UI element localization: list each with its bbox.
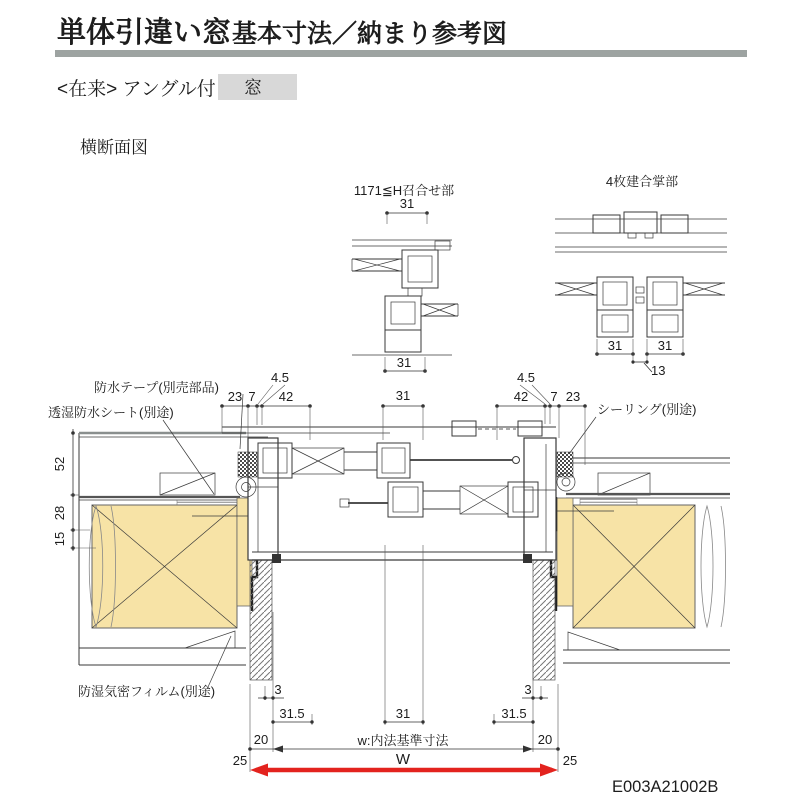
dim-bottom-center-31: 31 [395, 706, 411, 721]
dim-top-left-42: 42 [278, 389, 294, 404]
callout-breathable-sheet: 透湿防水シート(別途) [48, 405, 174, 420]
callout-waterproof-tape: 防水テープ(別売部品) [94, 380, 220, 395]
series-label: <在来> アングル付 [57, 79, 216, 100]
drawing-code: E003A21002B [612, 778, 719, 796]
dim-top-left-23: 23 [227, 389, 243, 404]
header-rule [55, 50, 747, 57]
callout-sealing: シーリング(別途) [597, 402, 697, 417]
dim-top-right-45: 4.5 [516, 370, 536, 385]
dim-top-right-23: 23 [565, 389, 581, 404]
dim-gassho-left: 31 [607, 338, 623, 353]
wood-casing-right [557, 498, 573, 606]
dim-w-label: W [395, 751, 411, 768]
dim-bottom-right-3: 3 [524, 682, 532, 697]
dim-top-center-31: 31 [395, 388, 411, 403]
casing-hatch-left [250, 543, 272, 680]
casing-hatch-right [533, 543, 555, 680]
dim-top-right-42: 42 [513, 389, 529, 404]
dim-gassho-right: 31 [657, 338, 673, 353]
dim-left-15: 15 [52, 531, 67, 547]
dim-bottom-right-20: 20 [537, 732, 553, 747]
dim-left-28: 28 [52, 505, 67, 521]
dim-bottom-left-20: 20 [253, 732, 269, 747]
angle-piece-right [523, 554, 532, 563]
dim-bottom-right-25: 25 [562, 753, 578, 768]
dim-bottom-left-315: 31.5 [279, 706, 305, 721]
dim-top-right-7: 7 [550, 389, 558, 404]
dim-top-left-45: 4.5 [270, 370, 290, 385]
dim-bottom-left-25: 25 [232, 753, 248, 768]
jamb-right [524, 438, 556, 560]
callout-vapor-barrier-film: 防湿気密フィルム(別途) [78, 684, 216, 699]
detail-meeting-title: 1171≦H召合せ部 [353, 183, 455, 198]
dim-meeting-top: 31 [399, 196, 415, 211]
dim-left-52: 52 [52, 456, 67, 472]
dim-top-left-7: 7 [248, 389, 256, 404]
angle-piece-left [272, 554, 281, 563]
window-chip-label: 窓 [244, 78, 262, 98]
dim-gassho-gap: 13 [651, 363, 666, 378]
page-title-sub: 基本寸法／納まり参考図 [232, 20, 508, 48]
dim-meeting-bottom: 31 [396, 355, 412, 370]
dim-w-inner-label: w:内法基準寸法 [357, 733, 449, 748]
dim-bottom-right-315: 31.5 [501, 706, 527, 721]
detail-gassho-title: 4枚建合掌部 [605, 174, 679, 189]
dim-bottom-left-3: 3 [274, 682, 282, 697]
page-title-main: 単体引違い窓 [57, 17, 232, 49]
sealing-block-left [238, 452, 257, 477]
section-title: 横断面図 [80, 138, 148, 157]
